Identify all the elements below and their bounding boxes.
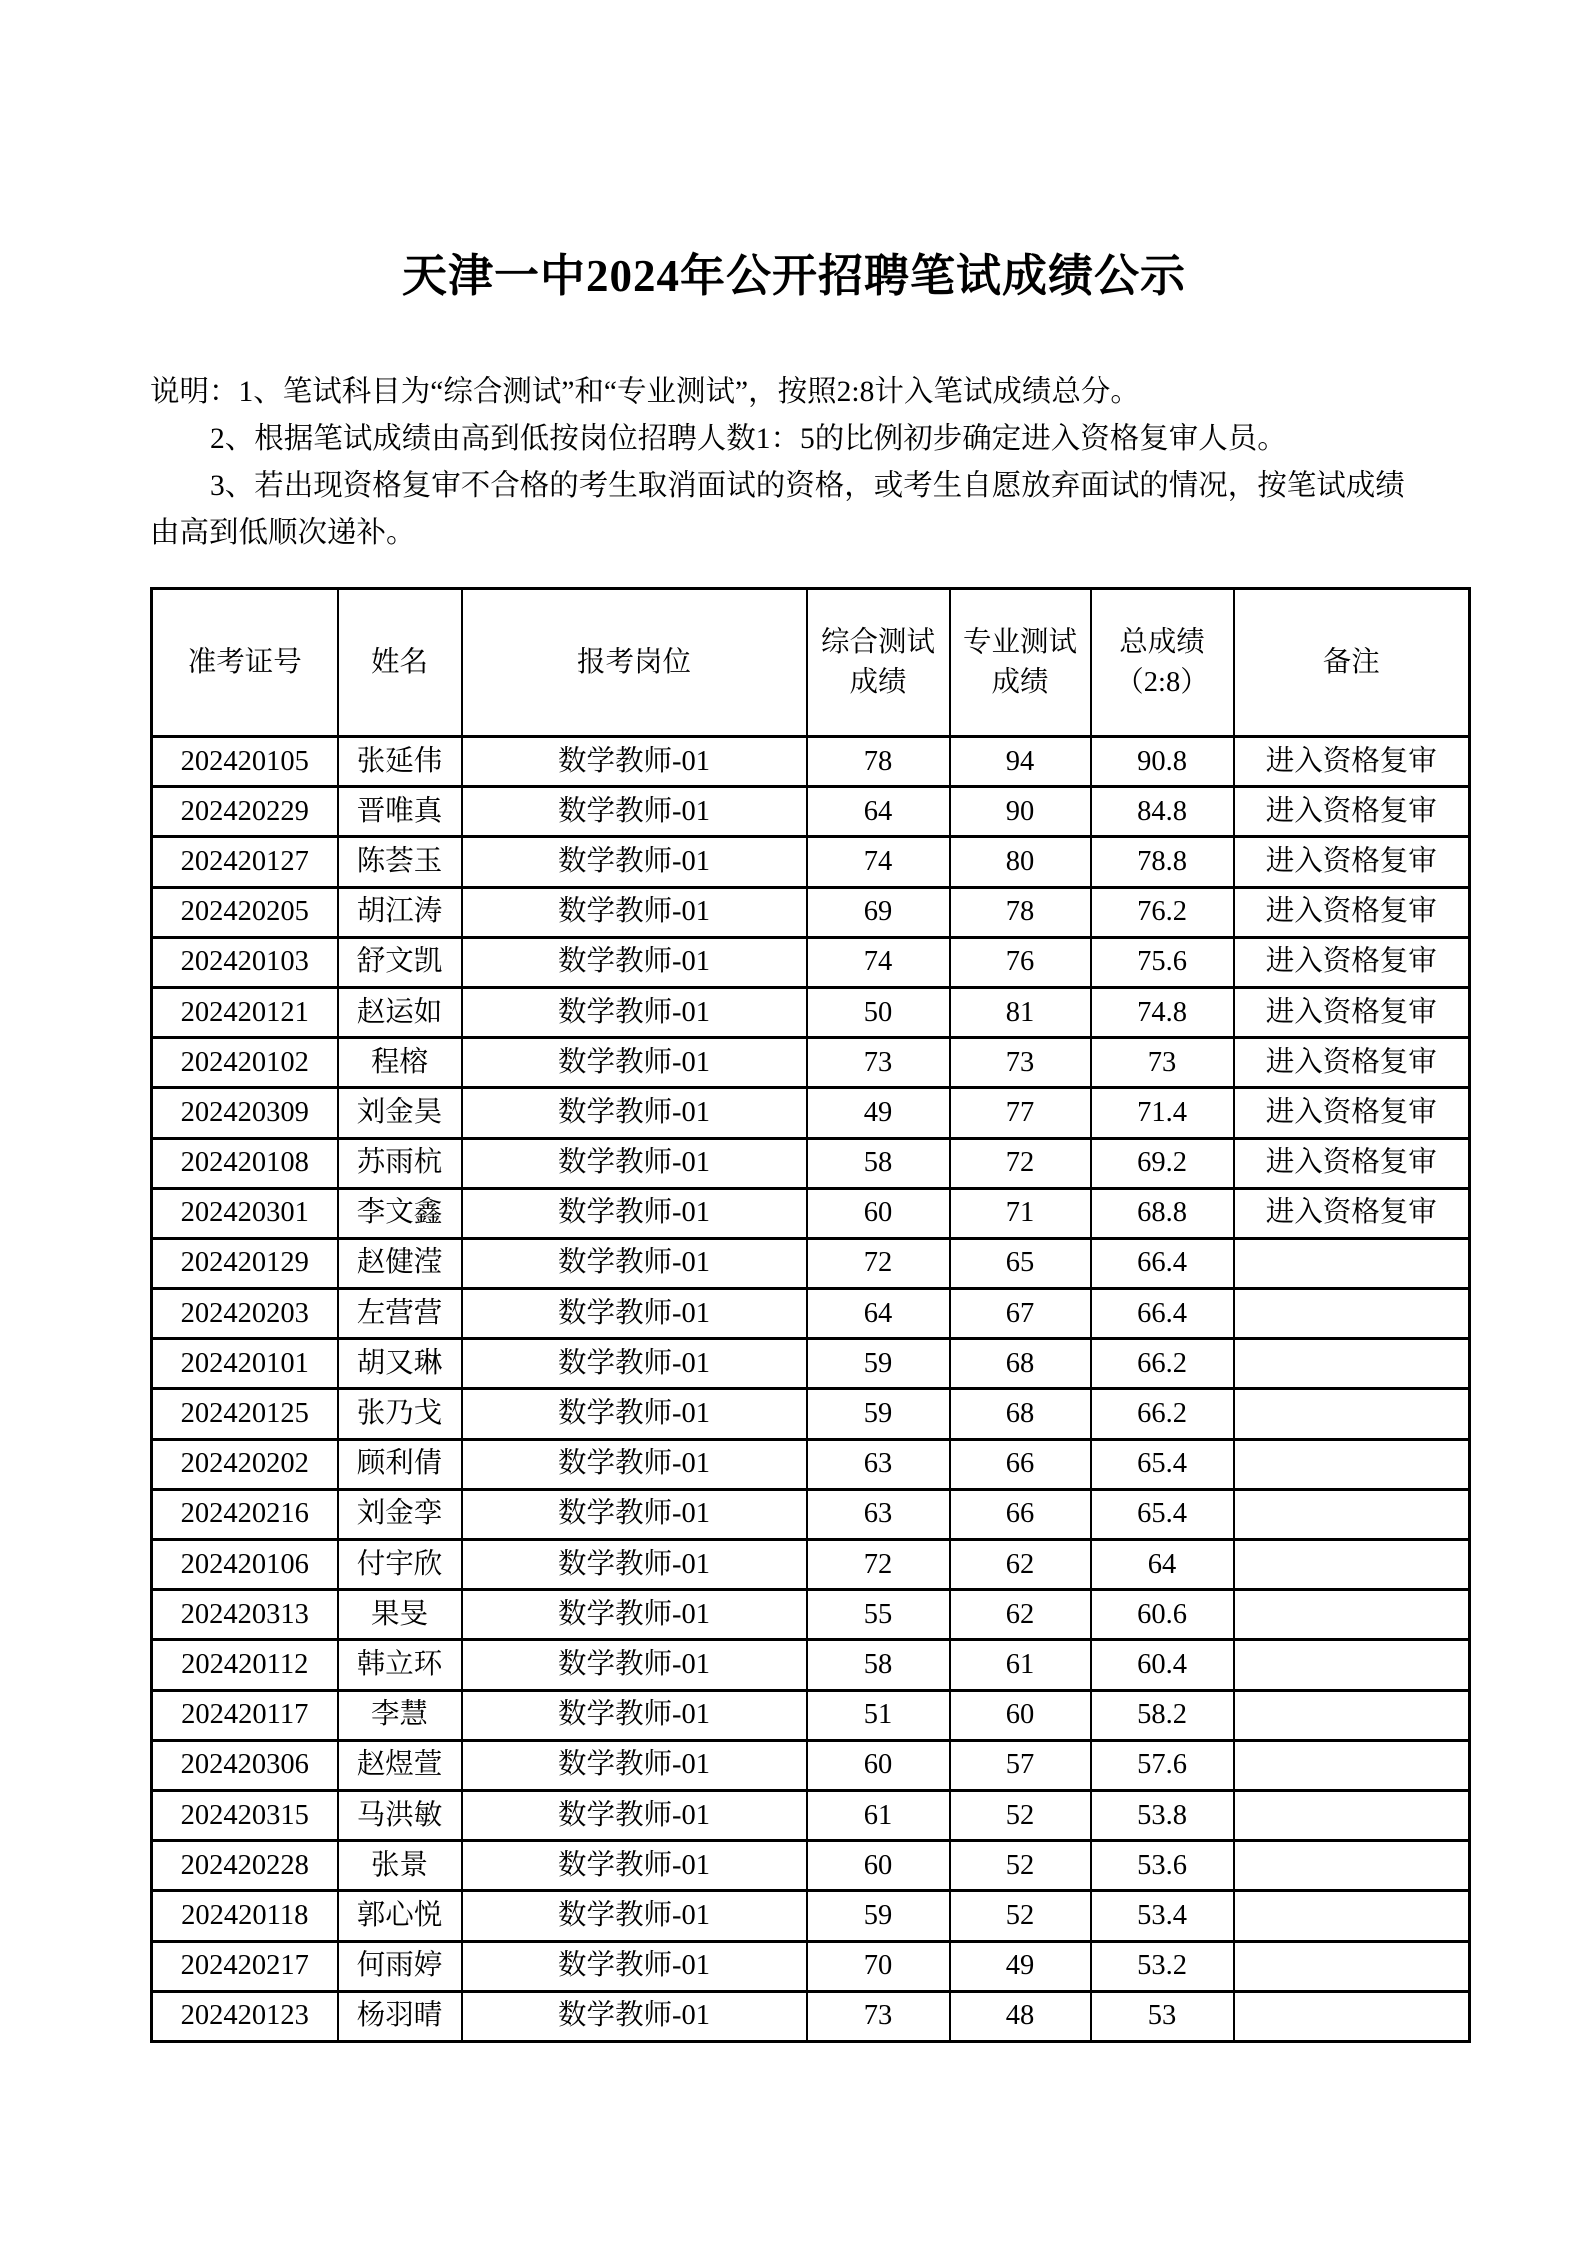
name-cell: 何雨婷 [338,1941,462,1991]
table-row [152,1439,1470,1489]
comprehensive-score-cell: 49 [807,1088,950,1138]
name-cell: 果旻 [338,1590,462,1640]
comprehensive-score-cell: 61 [807,1790,950,1840]
notes-section [150,369,1468,557]
comprehensive-score-cell: 55 [807,1590,950,1640]
table-row [152,787,1470,837]
remark-cell: 进入资格复审 [1234,1138,1470,1188]
admission-no-cell: 202420205 [152,887,338,937]
comprehensive-score-cell: 72 [807,1540,950,1590]
total-score-cell: 53.4 [1091,1891,1234,1941]
position-cell: 数学教师-01 [462,1590,807,1640]
table-row [152,1790,1470,1840]
name-cell: 刘金昊 [338,1088,462,1138]
remark-cell [1234,1289,1470,1339]
remark-cell: 进入资格复审 [1234,1188,1470,1238]
table-row [152,1590,1470,1640]
name-cell: 顾利倩 [338,1439,462,1489]
comprehensive-score-cell: 73 [807,1038,950,1088]
name-cell: 晋唯真 [338,787,462,837]
table-row [152,1740,1470,1790]
admission-no-cell: 202420125 [152,1389,338,1439]
professional-score-cell: 66 [950,1489,1091,1539]
name-cell: 陈荟玉 [338,837,462,887]
table-row [152,1540,1470,1590]
admission-no-cell: 202420129 [152,1238,338,1288]
position-cell: 数学教师-01 [462,1841,807,1891]
name-cell: 韩立环 [338,1640,462,1690]
admission-no-cell: 202420203 [152,1289,338,1339]
table-row [152,1489,1470,1539]
name-cell: 张延伟 [338,737,462,787]
total-score-cell: 66.2 [1091,1339,1234,1389]
admission-no-cell: 202420309 [152,1088,338,1138]
table-row [152,887,1470,937]
total-score-cell: 57.6 [1091,1740,1234,1790]
comprehensive-score-cell: 78 [807,737,950,787]
remark-cell [1234,1790,1470,1840]
table-header-row [152,589,1470,737]
comprehensive-score-cell: 58 [807,1138,950,1188]
position-cell: 数学教师-01 [462,1941,807,1991]
table-row [152,1038,1470,1088]
header-admission-no: 准考证号 [152,589,338,737]
professional-score-cell: 90 [950,787,1091,837]
professional-score-cell: 52 [950,1841,1091,1891]
comprehensive-score-cell: 72 [807,1238,950,1288]
professional-score-cell: 62 [950,1540,1091,1590]
total-score-cell: 71.4 [1091,1088,1234,1138]
remark-cell [1234,1238,1470,1288]
header-remark: 备注 [1234,589,1470,737]
total-score-cell: 73 [1091,1038,1234,1088]
note-line-4: 由高到低顺次递补。 [150,517,416,549]
position-cell: 数学教师-01 [462,1238,807,1288]
table-row [152,1640,1470,1690]
table-row [152,937,1470,987]
remark-cell [1234,1489,1470,1539]
professional-score-cell: 65 [950,1238,1091,1288]
table-row [152,1138,1470,1188]
total-score-cell: 60.4 [1091,1640,1234,1690]
position-cell: 数学教师-01 [462,1690,807,1740]
remark-cell [1234,1991,1470,2041]
remark-cell [1234,1941,1470,1991]
table-row [152,1088,1470,1138]
professional-score-cell: 48 [950,1991,1091,2041]
admission-no-cell: 202420108 [152,1138,338,1188]
admission-no-cell: 202420101 [152,1339,338,1389]
table-row [152,1389,1470,1439]
remark-cell [1234,1841,1470,1891]
comprehensive-score-cell: 50 [807,987,950,1037]
total-score-cell: 66.4 [1091,1238,1234,1288]
total-score-cell: 53.8 [1091,1790,1234,1840]
table-row [152,1941,1470,1991]
total-score-cell: 68.8 [1091,1188,1234,1238]
comprehensive-score-cell: 74 [807,937,950,987]
total-score-cell: 76.2 [1091,887,1234,937]
admission-no-cell: 202420315 [152,1790,338,1840]
header-position: 报考岗位 [462,589,807,737]
admission-no-cell: 202420228 [152,1841,338,1891]
name-cell: 胡又琳 [338,1339,462,1389]
admission-no-cell: 202420123 [152,1991,338,2041]
position-cell: 数学教师-01 [462,1489,807,1539]
total-score-cell: 65.4 [1091,1489,1234,1539]
table-row [152,1891,1470,1941]
remark-cell: 进入资格复审 [1234,787,1470,837]
table-body [152,737,1470,2042]
total-score-cell: 66.2 [1091,1389,1234,1439]
remark-cell: 进入资格复审 [1234,887,1470,937]
professional-score-cell: 49 [950,1941,1091,1991]
comprehensive-score-cell: 64 [807,1289,950,1339]
table-row [152,1690,1470,1740]
admission-no-cell: 202420121 [152,987,338,1037]
position-cell: 数学教师-01 [462,787,807,837]
name-cell: 杨羽晴 [338,1991,462,2041]
position-cell: 数学教师-01 [462,1790,807,1840]
admission-no-cell: 202420301 [152,1188,338,1238]
total-score-cell: 78.8 [1091,837,1234,887]
comprehensive-score-cell: 69 [807,887,950,937]
professional-score-cell: 76 [950,937,1091,987]
comprehensive-score-cell: 64 [807,787,950,837]
comprehensive-score-cell: 59 [807,1891,950,1941]
position-cell: 数学教师-01 [462,837,807,887]
position-cell: 数学教师-01 [462,987,807,1037]
total-score-cell: 75.6 [1091,937,1234,987]
remark-cell [1234,1439,1470,1489]
total-score-cell: 90.8 [1091,737,1234,787]
position-cell: 数学教师-01 [462,1088,807,1138]
admission-no-cell: 202420118 [152,1891,338,1941]
admission-no-cell: 202420202 [152,1439,338,1489]
comprehensive-score-cell: 70 [807,1941,950,1991]
professional-score-cell: 62 [950,1590,1091,1640]
remark-cell [1234,1339,1470,1389]
admission-no-cell: 202420313 [152,1590,338,1640]
position-cell: 数学教师-01 [462,1740,807,1790]
name-cell: 舒文凯 [338,937,462,987]
note-line-1: 说明：1、笔试科目为“综合测试”和“专业测试”，按照2:8计入笔试成绩总分。 [150,376,1140,408]
professional-score-cell: 77 [950,1088,1091,1138]
remark-cell [1234,1740,1470,1790]
name-cell: 付宇欣 [338,1540,462,1590]
position-cell: 数学教师-01 [462,937,807,987]
table-row [152,1289,1470,1339]
table-row [152,1841,1470,1891]
professional-score-cell: 71 [950,1188,1091,1238]
remark-cell [1234,1690,1470,1740]
total-score-cell: 65.4 [1091,1439,1234,1489]
remark-cell [1234,1389,1470,1439]
professional-score-cell: 61 [950,1640,1091,1690]
total-score-cell: 74.8 [1091,987,1234,1037]
position-cell: 数学教师-01 [462,1138,807,1188]
professional-score-cell: 72 [950,1138,1091,1188]
professional-score-cell: 60 [950,1690,1091,1740]
remark-cell: 进入资格复审 [1234,987,1470,1037]
professional-score-cell: 80 [950,837,1091,887]
name-cell: 苏雨杭 [338,1138,462,1188]
remark-cell [1234,1640,1470,1690]
table-row [152,1238,1470,1288]
total-score-cell: 58.2 [1091,1690,1234,1740]
admission-no-cell: 202420216 [152,1489,338,1539]
remark-cell: 进入资格复审 [1234,1038,1470,1088]
remark-cell [1234,1891,1470,1941]
page-title: 天津一中2024年公开招聘笔试成绩公示 [401,251,1186,301]
table-row [152,737,1470,787]
name-cell: 张景 [338,1841,462,1891]
professional-score-cell: 66 [950,1439,1091,1489]
admission-no-cell: 202420103 [152,937,338,987]
name-cell: 张乃戈 [338,1389,462,1439]
position-cell: 数学教师-01 [462,1339,807,1389]
position-cell: 数学教师-01 [462,1891,807,1941]
comprehensive-score-cell: 60 [807,1740,950,1790]
total-score-cell: 66.4 [1091,1289,1234,1339]
position-cell: 数学教师-01 [462,1289,807,1339]
table-row [152,837,1470,887]
table-row [152,1188,1470,1238]
table-row [152,1991,1470,2041]
professional-score-cell: 57 [950,1740,1091,1790]
name-cell: 胡江涛 [338,887,462,937]
table-row [152,1339,1470,1389]
remark-cell: 进入资格复审 [1234,837,1470,887]
admission-no-cell: 202420306 [152,1740,338,1790]
remark-cell [1234,1590,1470,1640]
score-table [150,587,1471,2043]
name-cell: 赵运如 [338,987,462,1037]
comprehensive-score-cell: 63 [807,1489,950,1539]
professional-score-cell: 67 [950,1289,1091,1339]
comprehensive-score-cell: 73 [807,1991,950,2041]
remark-cell: 进入资格复审 [1234,1088,1470,1138]
position-cell: 数学教师-01 [462,1188,807,1238]
header-total-score: 总成绩 （2:8） [1091,589,1234,737]
name-cell: 李文鑫 [338,1188,462,1238]
total-score-cell: 60.6 [1091,1590,1234,1640]
professional-score-cell: 68 [950,1339,1091,1389]
admission-no-cell: 202420112 [152,1640,338,1690]
admission-no-cell: 202420217 [152,1941,338,1991]
total-score-cell: 69.2 [1091,1138,1234,1188]
name-cell: 郭心悦 [338,1891,462,1941]
professional-score-cell: 94 [950,737,1091,787]
position-cell: 数学教师-01 [462,1389,807,1439]
comprehensive-score-cell: 58 [807,1640,950,1690]
position-cell: 数学教师-01 [462,1439,807,1489]
position-cell: 数学教师-01 [462,887,807,937]
total-score-cell: 53.6 [1091,1841,1234,1891]
name-cell: 李慧 [338,1690,462,1740]
header-comprehensive-score: 综合测试 成绩 [807,589,950,737]
professional-score-cell: 81 [950,987,1091,1037]
name-cell: 马洪敏 [338,1790,462,1840]
admission-no-cell: 202420102 [152,1038,338,1088]
comprehensive-score-cell: 59 [807,1339,950,1389]
admission-no-cell: 202420105 [152,737,338,787]
note-line-2: 2、根据笔试成绩由高到低按岗位招聘人数1：5的比例初步确定进入资格复审人员。 [210,423,1287,455]
admission-no-cell: 202420106 [152,1540,338,1590]
professional-score-cell: 52 [950,1790,1091,1840]
remark-cell: 进入资格复审 [1234,737,1470,787]
comprehensive-score-cell: 60 [807,1188,950,1238]
name-cell: 程榕 [338,1038,462,1088]
comprehensive-score-cell: 51 [807,1690,950,1740]
admission-no-cell: 202420127 [152,837,338,887]
professional-score-cell: 78 [950,887,1091,937]
admission-no-cell: 202420229 [152,787,338,837]
remark-cell [1234,1540,1470,1590]
note-line-3: 3、若出现资格复审不合格的考生取消面试的资格，或考生自愿放弃面试的情况，按笔试成绩 [210,470,1405,502]
total-score-cell: 53.2 [1091,1941,1234,1991]
position-cell: 数学教师-01 [462,1991,807,2041]
header-name: 姓名 [338,589,462,737]
comprehensive-score-cell: 63 [807,1439,950,1489]
position-cell: 数学教师-01 [462,1640,807,1690]
name-cell: 左营营 [338,1289,462,1339]
name-cell: 刘金孪 [338,1489,462,1539]
total-score-cell: 53 [1091,1991,1234,2041]
professional-score-cell: 52 [950,1891,1091,1941]
position-cell: 数学教师-01 [462,737,807,787]
header-professional-score: 专业测试 成绩 [950,589,1091,737]
table-row [152,987,1470,1037]
comprehensive-score-cell: 60 [807,1841,950,1891]
admission-no-cell: 202420117 [152,1690,338,1740]
position-cell: 数学教师-01 [462,1038,807,1088]
name-cell: 赵煜萱 [338,1740,462,1790]
total-score-cell: 64 [1091,1540,1234,1590]
comprehensive-score-cell: 74 [807,837,950,887]
total-score-cell: 84.8 [1091,787,1234,837]
comprehensive-score-cell: 59 [807,1389,950,1439]
professional-score-cell: 68 [950,1389,1091,1439]
professional-score-cell: 73 [950,1038,1091,1088]
remark-cell: 进入资格复审 [1234,937,1470,987]
position-cell: 数学教师-01 [462,1540,807,1590]
name-cell: 赵健滢 [338,1238,462,1288]
